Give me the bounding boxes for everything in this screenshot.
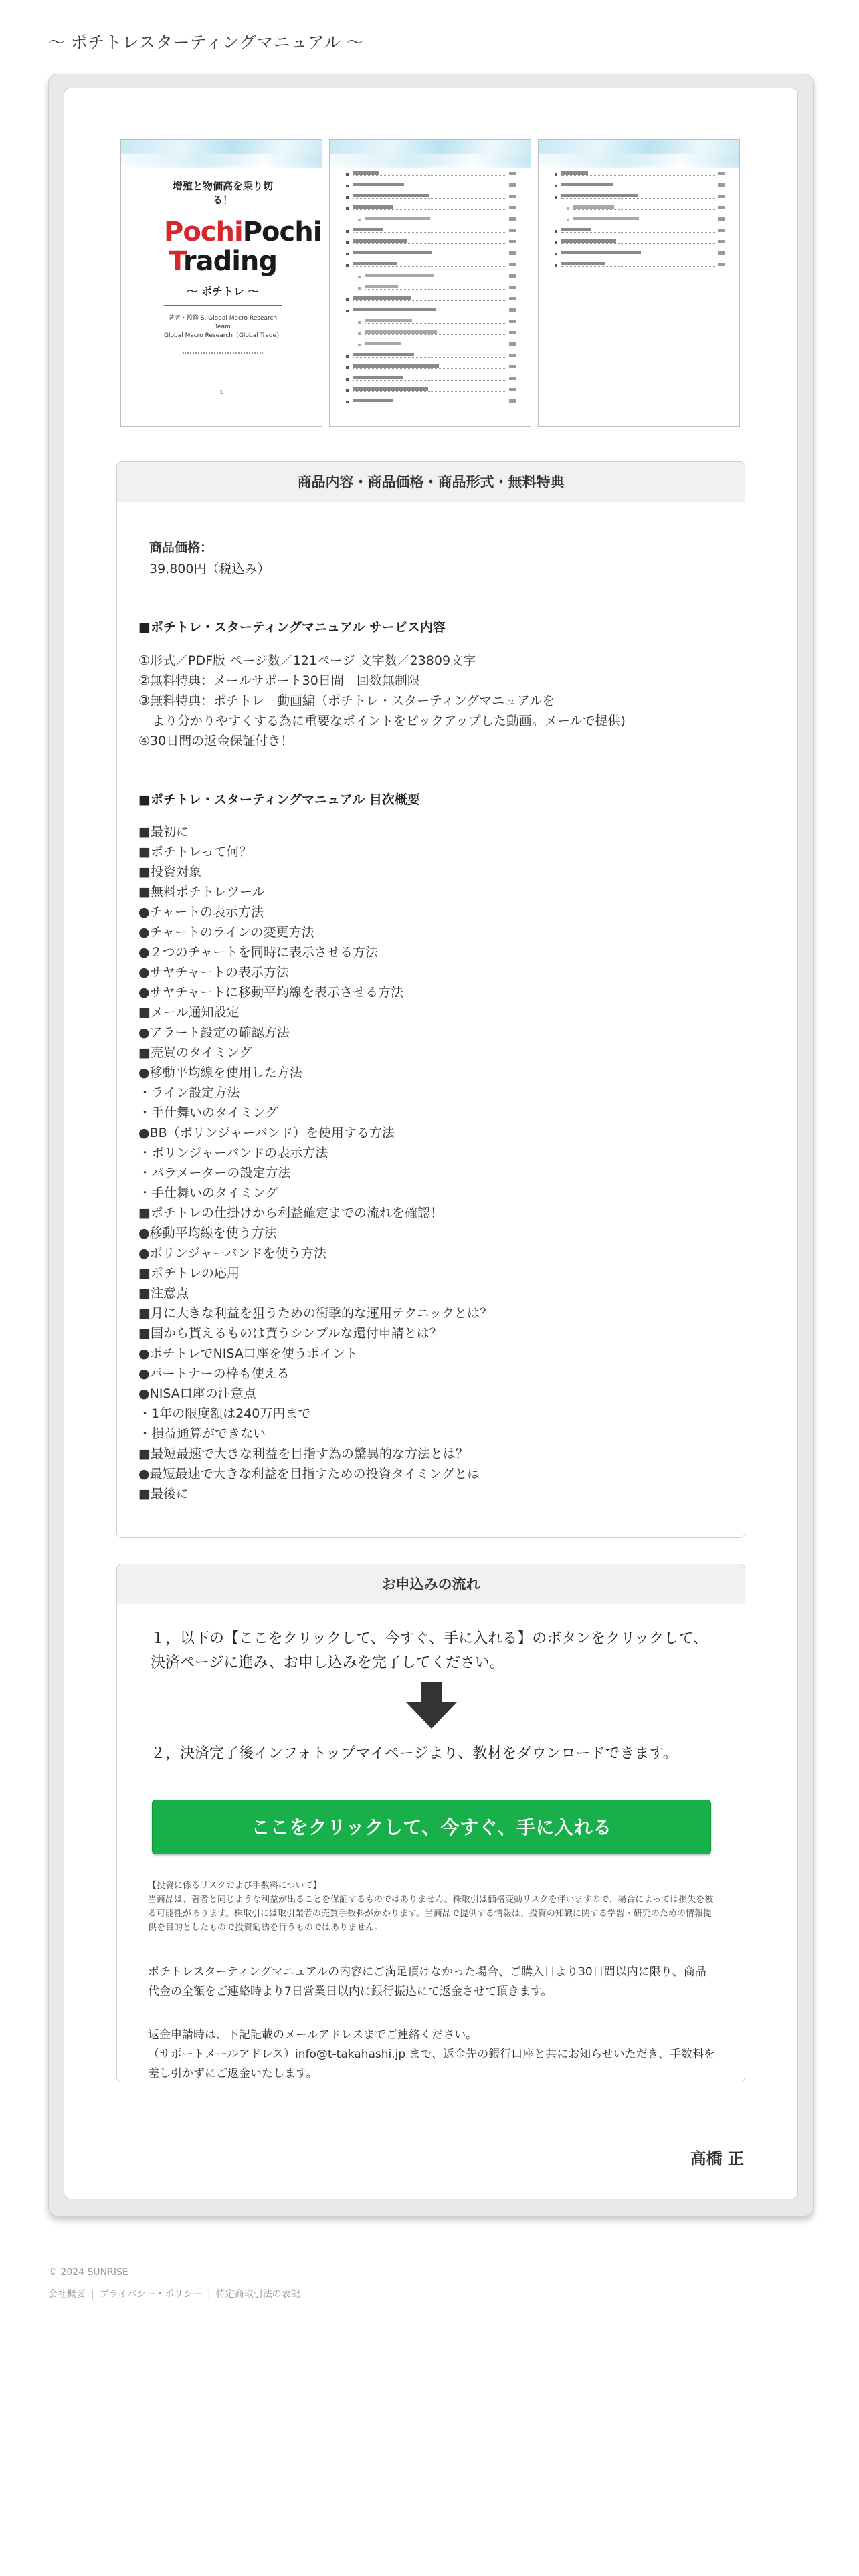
toc-item: ・パラメーターの設定方法 — [138, 1166, 291, 1180]
thumbnail-toc-line — [346, 205, 516, 212]
service-title: ■ポチトレ・スターティングマニュアル サービス内容 — [138, 620, 446, 635]
toc-item: ●パートナーの枠も使える — [138, 1366, 290, 1381]
refund-instructions — [148, 2026, 717, 2082]
author-signature: 高橋 正 — [690, 2149, 744, 2168]
toc-item: ■売買のタイミング — [138, 1045, 252, 1060]
manual-preview-thumbnails — [120, 139, 740, 427]
thumbnail-toc-line — [555, 193, 725, 201]
service-item: ①形式／PDF版 ページ数／121ページ 文字数／23809文字 — [138, 653, 476, 668]
cover-caption: 增殖と物価高を乗り切る！ — [172, 180, 273, 206]
thumbnail-toc-line — [346, 398, 516, 405]
toc-item: ●ポチトレでNISA口座を使うポイント — [138, 1346, 358, 1361]
toc-item: ■ポチトレって何？ — [138, 845, 252, 859]
toc-item: ●サヤチャートの表示方法 — [138, 965, 290, 980]
thumbnail-toc-line — [346, 182, 516, 189]
toc-item: ■最初に — [138, 825, 189, 839]
order-flow-box — [116, 1564, 745, 2082]
toc-page-thumbnail — [329, 139, 531, 427]
thumbnail-toc-line — [555, 261, 725, 269]
risk-text: 当商品は、著者と同じような利益が出ることを保証するものではありません。株取引は価格変動リスクを伴いますので、場合によっては損失を被る可能性があります。株取引には取引業者の売買手数料がかかります。当商品で提供する情報は、投資の知識に関する学習・研究のための情報提供を目的としたもので投資勧誘を行うものではありません。 — [148, 1895, 714, 1933]
thumbnail-toc-line — [346, 239, 516, 246]
toc-item: ■ポチトレの仕掛けから利益確定までの流れを確認！ — [138, 1206, 443, 1220]
toc-item: ●移動平均線を使用した方法 — [138, 1065, 302, 1080]
thumbnail-toc-line — [346, 318, 516, 326]
price-block — [149, 537, 270, 580]
thumbnail-toc-line — [346, 296, 516, 303]
step-1-text: １，以下の【ここをクリックして、今すぐ、手に入れる】のボタンをクリックして、決済ページに進み、お申し込みを完了してください。 — [151, 1630, 708, 1671]
thumbnail-toc-line — [555, 171, 725, 178]
content-card — [64, 88, 798, 2199]
site-header — [48, 29, 811, 53]
toc-item: ■無料ポチトレツール — [138, 885, 265, 899]
step-2-text: ２，決済完了後インフォトップマイページより、教材をダウンロードできます。 — [151, 1745, 678, 1762]
toc-item: ●アラート設定の確認方法 — [138, 1025, 290, 1040]
toc-item: ●移動平均線を使う方法 — [138, 1226, 277, 1241]
thumbnail-toc-line — [346, 250, 516, 257]
toc-item: ■ポチトレの応用 — [138, 1266, 240, 1281]
thumbnail-toc-line — [346, 307, 516, 314]
service-item: ②無料特典：メールサポート30日間 回数無制限 — [138, 673, 420, 688]
toc-item: ●BB（ボリンジャーバンド）を使用する方法 — [138, 1125, 395, 1140]
order-flow-heading: お申込みの流れ — [117, 1564, 745, 1604]
buy-now-button[interactable]: ここをクリックして、今すぐ、手に入れる — [152, 1800, 711, 1854]
risk-disclaimer — [148, 1879, 717, 1935]
toc-item: ・ボリンジャーバンドの表示方法 — [138, 1146, 328, 1160]
cover-subtitle: 〜 ポチトレ 〜 — [187, 285, 259, 298]
thumbnail-toc-line — [346, 341, 516, 348]
price-value: 39,800円（税込み） — [149, 562, 270, 576]
footer-links: 会社概要 | プライバシー・ポリシー | 特定商取引法の表記 — [48, 2289, 300, 2300]
money-back-guarantee: ポチトレスターティングマニュアルの内容にご満足頂けなかった場合、ご購入日より30日間以内に限り、商品代金の全額をご連絡時より7日営業日以内に銀行振込にて返金させて頂きます。 — [148, 1965, 706, 1998]
toc-title: ■ポチトレ・スターティングマニュアル 目次概要 — [138, 792, 420, 807]
refund-line-1: 返金申請時は、下記記載のメールアドレスまでご連絡ください。 — [148, 2028, 478, 2042]
toc-item: ●最短最速で大きな利益を目指すための投資タイミングとは — [138, 1467, 480, 1481]
footer-link-company[interactable]: 会社概要 — [48, 2289, 86, 2300]
toc-item: ●チャートのラインの変更方法 — [138, 925, 314, 940]
page-number: 1 — [219, 389, 223, 395]
site-footer — [48, 2267, 300, 2300]
thumbnail-toc-line — [346, 364, 516, 371]
toc-item: ●NISA口座の注意点 — [138, 1386, 256, 1401]
thumbnail-toc-line — [346, 216, 516, 223]
service-item: ③無料特典：ポチトレ 動画編（ポチトレ・スターティングマニュアルを — [138, 693, 555, 708]
thumbnail-toc-line — [346, 330, 516, 337]
cover-author: 著者・監修 S. Global Macro Research Team Global Macro Research（Global Trade） — [164, 315, 283, 339]
toc-list — [138, 822, 492, 1504]
toc-item: ■国から貰えるものは貰うシンプルな還付申請とは？ — [138, 1326, 442, 1341]
service-item: ④30日間の返金保証付き！ — [138, 734, 294, 748]
toc-item: ■最後に — [138, 1487, 189, 1501]
refund-line-2: （サポートメールアドレス）info@t-takahashi.jp まで、返金先の銀行口座と共にお知らせいただき、手数料を差し引かずにご返金いたします。 — [148, 2048, 716, 2080]
toc-item: ●サヤチャートに移動平均線を表示させる方法 — [138, 985, 404, 1000]
thumbnail-toc-line — [346, 193, 516, 201]
toc-item: ・ライン設定方法 — [138, 1085, 240, 1100]
thumbnail-toc-line — [346, 284, 516, 292]
arrow-down-icon — [406, 1682, 457, 1729]
outer-card — [48, 74, 814, 2216]
price-label: 商品価格： — [149, 540, 213, 555]
site-title: 〜 ポチトレスターティングマニュアル 〜 — [48, 33, 364, 52]
toc-item: ■投資対象 — [138, 865, 201, 879]
toc-item: ・損益通算ができない — [138, 1426, 266, 1441]
toc-item: ●２つのチャートを同時に表示させる方法 — [138, 945, 379, 960]
toc-item: ・1年の限度額は240万円まで — [138, 1406, 311, 1421]
footer-link-legal[interactable]: 特定商取引法の表記 — [215, 2289, 300, 2300]
thumbnail-toc-line — [346, 375, 516, 383]
thumbnail-toc-line — [555, 205, 725, 212]
thumbnail-toc-line — [346, 273, 516, 280]
toc-item: ■月に大きな利益を狙うための衝撃的な運用テクニックとは？ — [138, 1306, 493, 1321]
toc-item: ・手仕舞いのタイミング — [138, 1186, 278, 1200]
risk-title: 【投資に係るリスクおよび手数料について】 — [148, 1881, 322, 1891]
thumbnail-toc-line — [555, 182, 725, 189]
toc-item: ●ボリンジャーバンドを使う方法 — [138, 1246, 326, 1261]
copyright: © 2024 SUNRISE — [48, 2267, 128, 2278]
thumbnail-toc-line — [555, 239, 725, 246]
product-info-box — [116, 461, 745, 1538]
toc-page-thumbnail-2 — [538, 139, 740, 427]
thumbnail-toc-line — [346, 227, 516, 235]
thumbnail-toc-line — [555, 216, 725, 223]
toc-item: ■メール通知設定 — [138, 1005, 240, 1020]
toc-item: ■最短最速で大きな利益を目指す為の驚異的な方法とは？ — [138, 1446, 468, 1461]
thumbnail-toc-line — [346, 387, 516, 394]
thumbnail-toc-line — [555, 227, 725, 235]
service-item: より分かりやすくする為に重要なポイントをピックアップした動画。メールで提供) — [152, 714, 626, 728]
service-list — [138, 651, 626, 751]
footer-link-privacy[interactable]: プライバシー・ポリシー — [99, 2289, 203, 2300]
cover-thumbnail — [120, 139, 322, 427]
thumbnail-toc-line — [346, 261, 516, 269]
thumbnail-toc-line — [555, 250, 725, 257]
thumbnail-toc-line — [346, 171, 516, 178]
toc-item: ・手仕舞いのタイミング — [138, 1105, 278, 1120]
product-info-heading: 商品内容・商品価格・商品形式・無料特典 — [117, 462, 745, 502]
cover-logo: PochiPochi Trading — [164, 217, 322, 277]
thumbnail-toc-line — [346, 352, 516, 360]
toc-item: ●チャートの表示方法 — [138, 905, 264, 920]
toc-item: ■注意点 — [138, 1286, 189, 1301]
